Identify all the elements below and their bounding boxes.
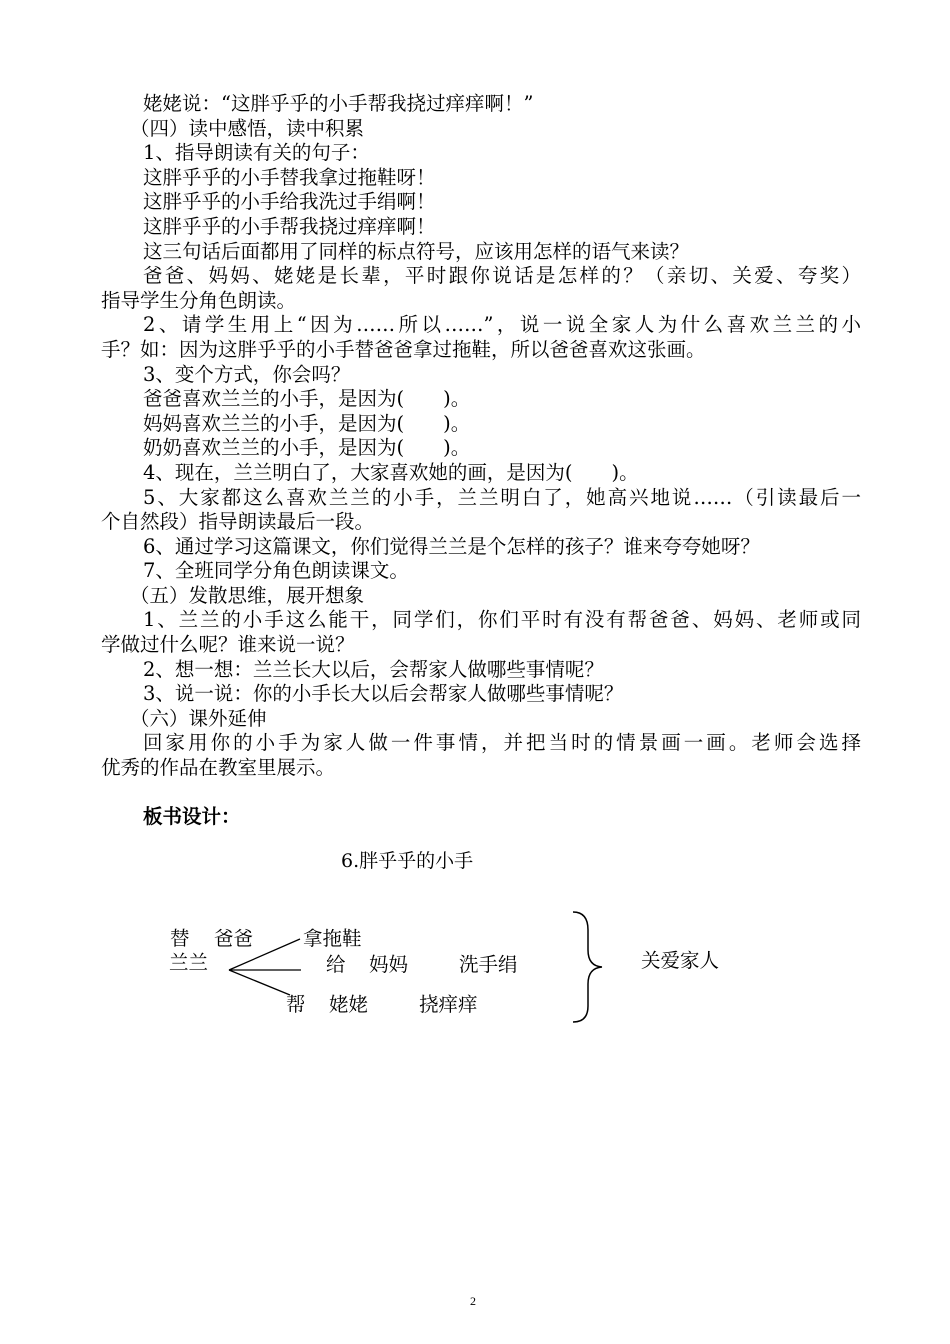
- text-line: 3、说一说：你的小手长大以后会帮家人做哪些事情呢？: [143, 682, 624, 706]
- board-heading: 板书设计：: [143, 805, 241, 829]
- text-line: 爸爸喜欢兰兰的小手，是因为( )。: [143, 387, 471, 411]
- text-line: 手？如：因为这胖乎乎的小手替爸爸拿过拖鞋，所以爸爸喜欢这张画。: [101, 337, 706, 361]
- section-heading: （四）读中感悟，读中积累: [130, 116, 365, 140]
- text-line: 2、请学生用上“因为……所以……”，说一说全家人为什么喜欢兰兰的小: [143, 313, 861, 337]
- right-brace: [573, 912, 602, 1022]
- text-line: 这胖乎乎的小手给我洗过手绢啊！: [143, 190, 436, 214]
- text-line: 这三句话后面都用了同样的标点符号，应该用怎样的语气来读？: [143, 239, 690, 263]
- text-line: 学做过什么呢？谁来说一说？: [101, 633, 355, 657]
- text-line: 回家用你的小手为家人做一件事情，并把当时的情景画一画。老师会选择: [143, 731, 861, 755]
- text-line: 这胖乎乎的小手替我拿过拖鞋呀！: [143, 165, 436, 189]
- board-person-2: 妈妈: [369, 953, 409, 976]
- board-conclusion: 关爱家人: [641, 949, 720, 972]
- board-title: 6.胖乎乎的小手: [341, 850, 474, 872]
- board-verb-3: 帮: [286, 993, 306, 1016]
- text-line: 3、变个方式，你会吗？: [143, 362, 351, 386]
- text-line: 2、想一想：兰兰长大以后，会帮家人做哪些事情呢？: [143, 657, 604, 681]
- text-line: 6、通过学习这篇课文，你们觉得兰兰是个怎样的孩子？谁来夸夸她呀？: [143, 534, 760, 558]
- text-line: 1、指导朗读有关的句子：: [143, 141, 370, 165]
- text-line: 7、全班同学分角色朗读课文。: [143, 559, 409, 583]
- text-line: 5、大家都这么喜欢兰兰的小手，兰兰明白了，她高兴地说……（引读最后一: [143, 485, 861, 509]
- board-verb-2: 给: [326, 953, 346, 976]
- board-person-1: 爸爸: [214, 927, 254, 950]
- text-line: 优秀的作品在教室里展示。: [101, 756, 336, 780]
- board-person-3: 姥姥: [329, 993, 369, 1016]
- board-action-1: 拿拖鞋: [303, 927, 362, 950]
- text-line: 姥姥说：“这胖乎乎的小手帮我挠过痒痒啊！”: [143, 92, 534, 115]
- board-center: 兰兰: [169, 951, 209, 974]
- section-heading: （六）课外延伸: [130, 706, 267, 730]
- section-heading: （五）发散思维，展开想象: [130, 583, 365, 607]
- text-line: 奶奶喜欢兰兰的小手，是因为( )。: [143, 436, 471, 460]
- text-line: 妈妈喜欢兰兰的小手，是因为( )。: [143, 411, 471, 435]
- board-verb-1: 替: [170, 927, 190, 950]
- text-line: 4、现在，兰兰明白了，大家喜欢她的画，是因为( )。: [143, 460, 639, 484]
- board-action-2: 洗手绢: [459, 953, 518, 976]
- board-action-3: 挠痒痒: [419, 993, 478, 1016]
- text-line: 个自然段）指导朗读最后一段。: [101, 510, 375, 534]
- text-line: 这胖乎乎的小手帮我挠过痒痒啊！: [143, 214, 436, 238]
- page-number: 2: [470, 1294, 476, 1308]
- branch-line-bottom: [229, 970, 290, 995]
- text-line: 1、兰兰的小手这么能干，同学们，你们平时有没有帮爸爸、妈妈、老师或同: [143, 608, 861, 632]
- text-line: 爸爸、妈妈、姥姥是长辈，平时跟你说话是怎样的？（亲切、关爱、夸奖）: [143, 264, 861, 288]
- text-line: 指导学生分角色朗读。: [101, 288, 297, 312]
